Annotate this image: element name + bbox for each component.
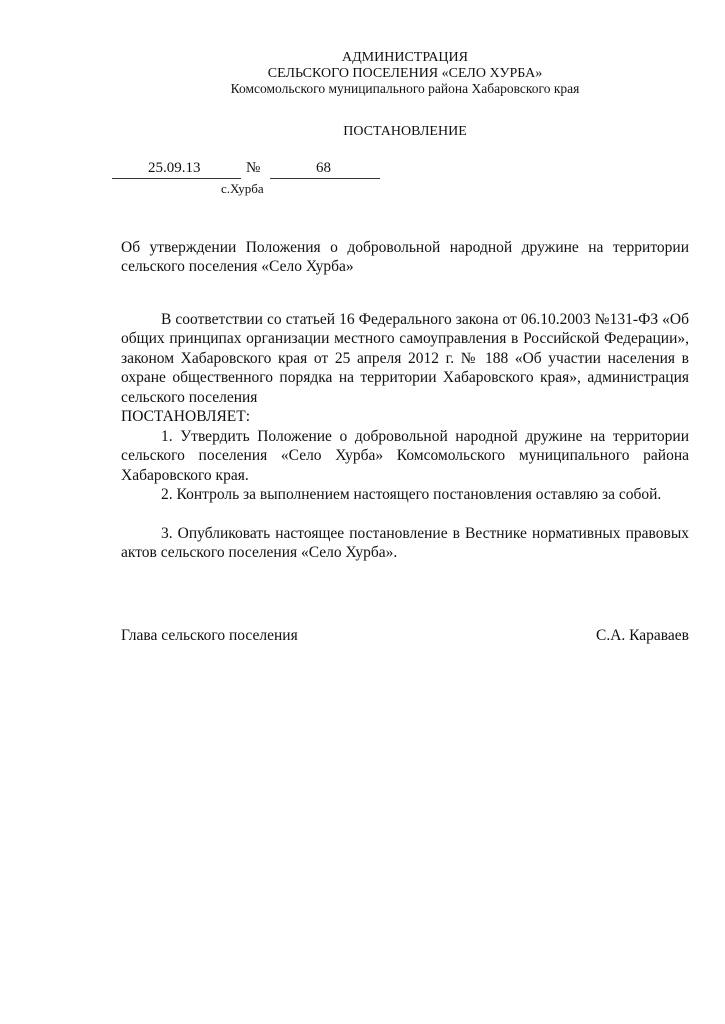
document-type: ПОСТАНОВЛЕНИЕ xyxy=(343,124,467,139)
document-date: 25.09.13 xyxy=(148,160,201,176)
decree-word: ПОСТАНОВЛЯЕТ: xyxy=(121,408,251,425)
document-place: с.Хурба xyxy=(221,181,264,196)
signature-name: С.А. Караваев xyxy=(596,627,689,644)
header-district: Комсомольского муниципального района Хабаровского края xyxy=(230,81,580,96)
header-administration: АДМИНИСТРАЦИЯ xyxy=(342,50,468,65)
number-underline xyxy=(270,178,380,179)
decree-item-2: 2. Контроль за выполнением настоящего постановления оставляю за собой. xyxy=(161,486,662,503)
signature-title: Глава сельского поселения xyxy=(121,627,298,644)
decree-item-1: 1. Утвердить Положение о добровольной народной дружине на территории сельского поселения «Село Хурба» Комсомольского муниципального района Хабаровского края. xyxy=(121,428,689,484)
decree-item-3: 3. Опубликовать настоящее постановление в Вестнике нормативных правовых актов сельского поселения «Село Хурба». xyxy=(121,525,689,562)
preamble-paragraph: В соответствии со статьей 16 Федерального закона от 06.10.2003 №131-ФЗ «Об общих принципах организации местного самоуправления в Российской Федерации», законом Хабаровского края от 25 апреля 2012 г. № 188 «Об участии населения в охране общественного порядка на территории Хабаровского края», администрация сельского поселения xyxy=(121,311,689,406)
header-settlement: СЕЛЬСКОГО ПОСЕЛЕНИЯ «СЕЛО ХУРБА» xyxy=(267,66,543,81)
number-sign: № xyxy=(246,160,261,176)
date-underline xyxy=(112,178,241,179)
document-subject: Об утверждении Положения о добровольной народной дружине на территории сельского поселения «Село Хурба» xyxy=(121,239,689,276)
document-number: 68 xyxy=(316,160,331,176)
